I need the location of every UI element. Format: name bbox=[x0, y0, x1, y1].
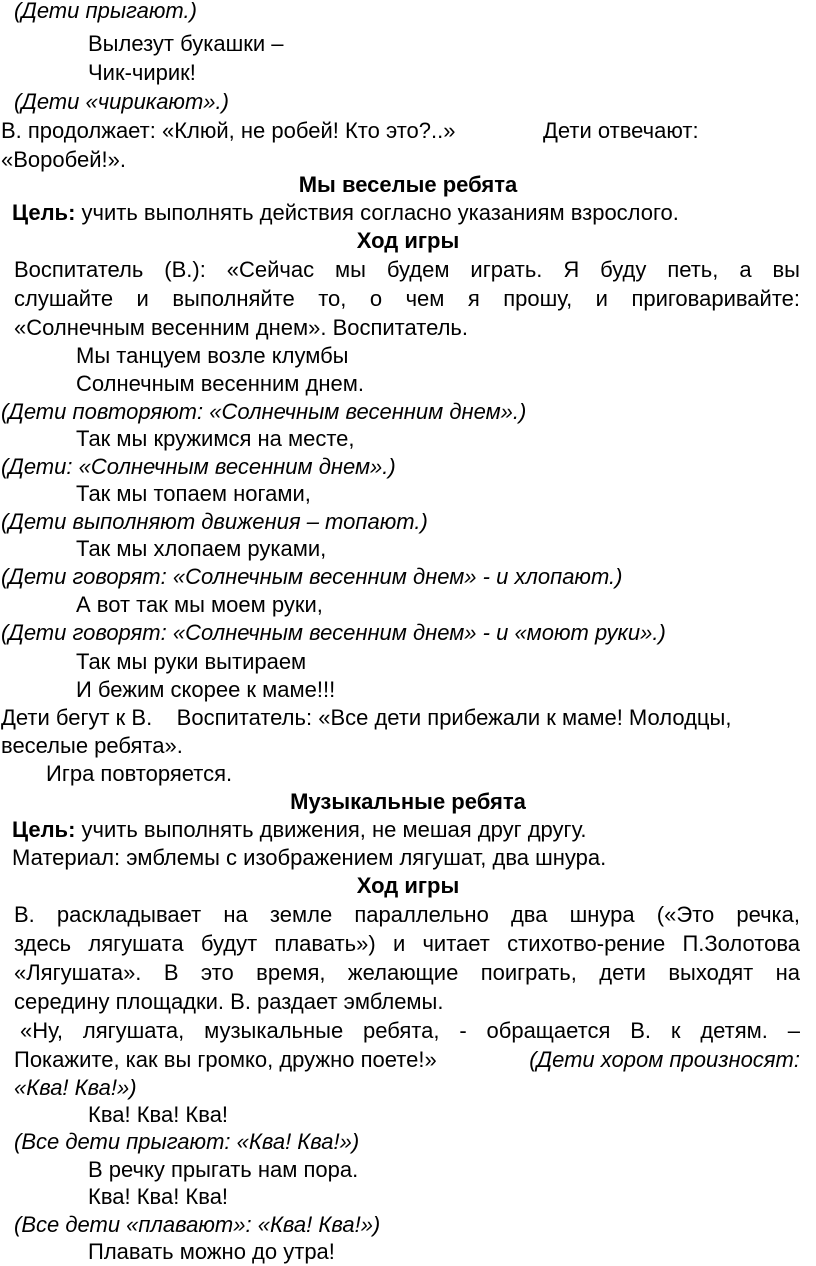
paragraph-line: веселые ребята». bbox=[1, 733, 183, 758]
stage-direction: (Дети выполняют движения – топают.) bbox=[1, 509, 428, 534]
subsection-title: Ход игры bbox=[356, 873, 460, 898]
subsection-title: Ход игры bbox=[356, 228, 460, 253]
goal-line bbox=[12, 199, 679, 227]
verse-line: В речку прыгать нам пора. bbox=[88, 1157, 359, 1182]
verse-line: Так мы руки вытираем bbox=[76, 649, 307, 674]
verse-line: Ква! Ква! Ква! bbox=[88, 1102, 229, 1127]
section-title: Музыкальные ребята bbox=[290, 789, 526, 814]
paragraph-line: В. раскладывает на земле параллельно два шнура («Это речка, bbox=[14, 902, 800, 927]
verse-line: Солнечным весенним днем. bbox=[76, 371, 364, 396]
text-line: В. продолжает: «Клюй, не робей! Кто это?..» bbox=[1, 118, 456, 143]
verse-line: Так мы топаем ногами, bbox=[76, 481, 311, 506]
paragraph-line: Воспитатель (В.): «Сейчас мы будем играть. Я буду петь, а вы bbox=[14, 257, 800, 282]
material-line: Материал: эмблемы с изображением лягушат, два шнура. bbox=[12, 845, 607, 870]
goal-text: учить выполнять действия согласно указаниям взрослого. bbox=[81, 200, 679, 225]
stage-direction: (Дети говорят: «Солнечным весенним днем» - и «моют руки».) bbox=[1, 620, 666, 645]
paragraph-line: «Ну, лягушата, музыкальные ребята, - обращается В. к детям. – bbox=[20, 1018, 800, 1043]
stage-direction: (Дети хором произносят: bbox=[529, 1047, 800, 1072]
stage-direction: (Дети прыгают.) bbox=[14, 0, 197, 23]
verse-line: Мы танцуем возле клумбы bbox=[76, 343, 349, 368]
paragraph-line: здесь лягушата будут плавать») и читает стихотво-рение П.Золотова bbox=[14, 931, 800, 956]
text-line: «Воробей!». bbox=[1, 147, 126, 172]
stage-direction: «Ква! Ква!») bbox=[14, 1075, 137, 1100]
stage-direction: (Дети повторяют: «Солнечным весенним днем».) bbox=[1, 399, 527, 424]
goal-line bbox=[12, 816, 586, 844]
goal-label: Цель: bbox=[12, 200, 76, 225]
section-title: Мы веселые ребята bbox=[298, 172, 518, 197]
stage-direction: (Все дети «плавают»: «Ква! Ква!») bbox=[14, 1212, 381, 1237]
verse-line: Плавать можно до утра! bbox=[88, 1239, 335, 1264]
verse-line: Вылезут букашки – bbox=[88, 31, 284, 56]
stage-direction: (Дети: «Солнечным весенним днем».) bbox=[1, 454, 396, 479]
verse-line: Так мы кружимся на месте, bbox=[76, 426, 355, 451]
paragraph-line: Игра повторяется. bbox=[46, 761, 233, 786]
paragraph-line: «Солнечным весенним днем». Воспитатель. bbox=[14, 315, 469, 340]
verse-line: А вот так мы моем руки, bbox=[76, 592, 323, 617]
paragraph-line: середину площадки. В. раздает эмблемы. bbox=[14, 989, 444, 1014]
goal-text: учить выполнять движения, не мешая друг другу. bbox=[81, 817, 587, 842]
verse-line: И бежим скорее к маме!!! bbox=[76, 677, 336, 702]
verse-line: Чик-чирик! bbox=[88, 60, 196, 85]
stage-direction: (Все дети прыгают: «Ква! Ква!») bbox=[14, 1129, 360, 1154]
paragraph-line bbox=[14, 1046, 800, 1074]
paragraph-line: «Лягушата». В это время, желающие поиграть, дети выходят на bbox=[14, 960, 800, 985]
goal-label: Цель: bbox=[12, 817, 76, 842]
stage-direction: (Дети «чирикают».) bbox=[14, 89, 229, 114]
text-line: Дети отвечают: bbox=[543, 118, 699, 143]
verse-line: Ква! Ква! Ква! bbox=[88, 1184, 229, 1209]
paragraph-line: Дети бегут к В. Воспитатель: «Все дети прибежали к маме! Молодцы, bbox=[1, 705, 732, 730]
stage-direction: (Дети говорят: «Солнечным весенним днем» - и хлопают.) bbox=[1, 564, 623, 589]
paragraph-line: слушайте и выполняйте то, о чем я прошу, и приговаривайте: bbox=[14, 286, 800, 311]
quote-text: Покажите, как вы громко, дружно поете!» bbox=[14, 1047, 437, 1072]
verse-line: Так мы хлопаем руками, bbox=[76, 536, 327, 561]
